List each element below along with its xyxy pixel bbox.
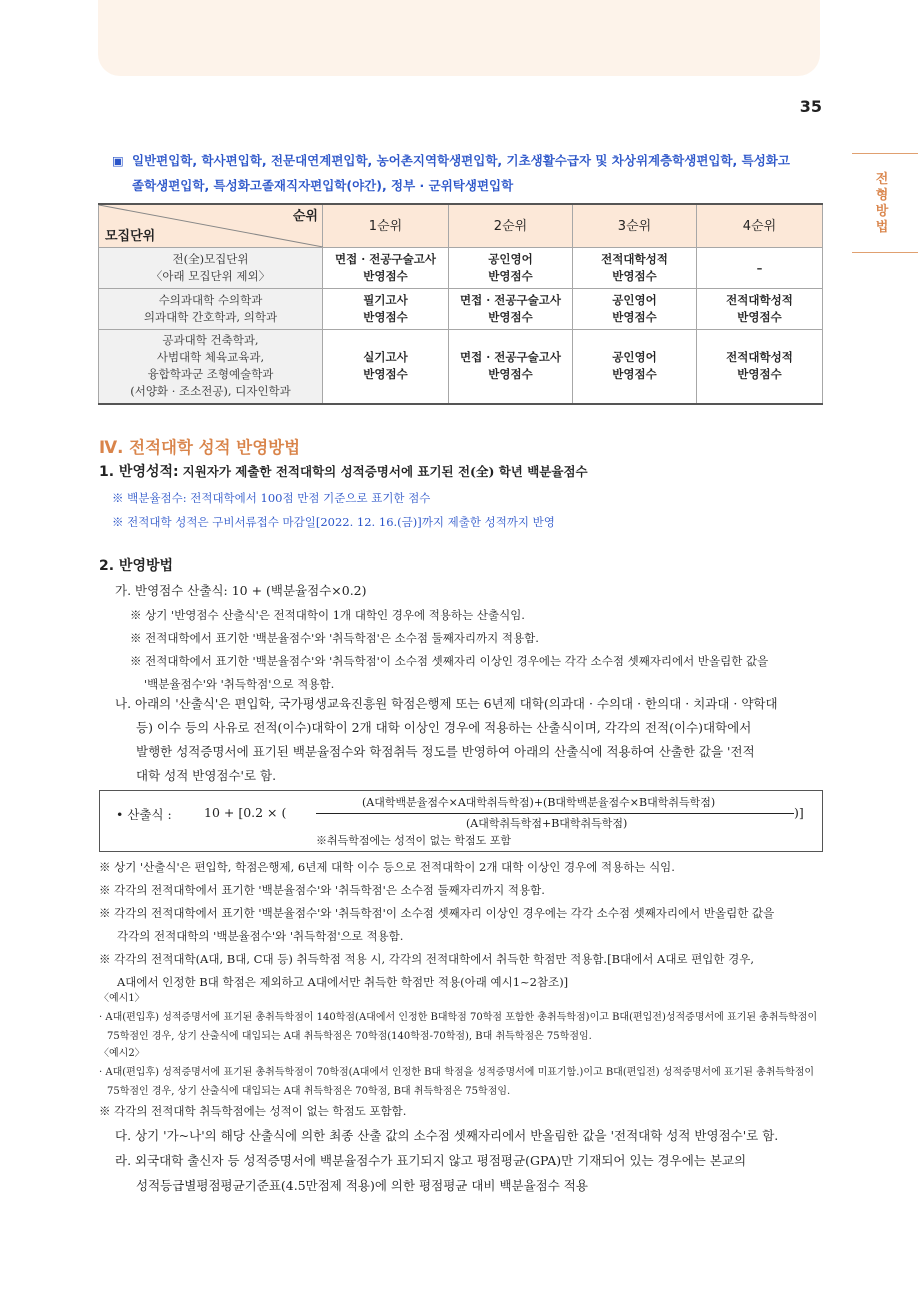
- example1: 〈예시1〉 · A대(편입후) 성적증명서에 표기된 총취득학점이 140학점(A대에서 인정한 B대학점 70학점 포함한 총취득학점)이고 B대(편입전)성적증명서에 표기된 총취득학점이 75학점인 경우, 상기 산출식에 대입되는 A대 취득학점은 70학점(140학점-70학점), B대 취득학점은 75학점임.: [99, 993, 818, 1042]
- section-title: Ⅳ. 전적대학 성적 반영방법: [99, 438, 301, 457]
- fraction-line: [316, 813, 794, 814]
- item-ga: 가. 반영점수 산출식: 10 + (백분율점수×0.2): [115, 583, 367, 598]
- table-corner-header: 순위 모집단위: [99, 204, 323, 248]
- rank-table: [98, 203, 823, 405]
- ga-notes: ※ 상기 '반영점수 산출식'은 전적대학이 1개 대학인 경우에 적용하는 산출식임. ※ 전적대학에서 표기한 '백분율점수'와 '취득학점'은 소수점 둘째자리까지 적용함. ※ 전적대학에서 표기한 '백분율점수'와 '취득학점'이 소수점 셋째자리 이상인 경우에는 각각 소수점 셋째자리에서 반올림한 값을 '백분율점수'와 '취득학점'으로 적용함.: [130, 608, 769, 691]
- transfer-types-note: ▣ 일반편입학, 학사편입학, 전문대연계편입학, 농어촌지역학생편입학, 기초생활수급자 및 차상위계층학생편입학, 특성화고 졸학생편입학, 특성화고졸재직자편입학(야간), 정부 · 군위탁생편입학: [112, 148, 824, 198]
- item1: 1. 반영성적: 지원자가 제출한 전적대학의 성적증명서에 표기된 전(全) 학년 백분율점수: [99, 464, 588, 480]
- side-section-label: 전형방법: [875, 172, 889, 235]
- formula-note: ※취득학점에는 성적이 없는 학점도 포함: [316, 834, 512, 847]
- unit-cell: 공과대학 건축학과, 사범대학 체육교육과, 융합학과군 조형예술학과 (서양화 · 조소전공), 디자인학과: [99, 330, 323, 404]
- square-bullet-icon: ▣: [112, 153, 124, 168]
- formula-denominator: (A대학취득학점+B대학취득학점): [466, 817, 628, 830]
- item-ra: 라. 외국대학 출신자 등 성적증명서에 백분율점수가 표기되지 않고 평점평균(GPA)만 기재되어 있는 경우에는 본교의 성적등급별평점평균기준표(4.5만점제 적용)에 의한 평점평균 대비 백분율점수 적용: [115, 1153, 747, 1193]
- column-header: 4순위: [697, 204, 823, 248]
- table-row: 수의과대학 수의학과 의과대학 간호학과, 의학과 필기고사 반영점수 면접 · 전공구술고사 반영점수 공인영어 반영점수 전적대학성적 반영점수: [99, 289, 823, 330]
- top-decorative-band: [98, 0, 820, 76]
- formula-suffix: )]: [794, 805, 804, 820]
- item1-notes: ※ 백분율점수: 전적대학에서 100점 만점 기준으로 표기한 점수 ※ 전적대학 성적은 구비서류접수 마감일[2022. 12. 16.(금)]까지 제출한 성적까지 반영: [112, 491, 555, 529]
- table-row: 전(全)모집단위 〈아래 모집단위 제외〉 면접 · 전공구술고사 반영점수 공인영어 반영점수 전적대학성적 반영점수 –: [99, 248, 823, 289]
- page-number: 35: [799, 97, 822, 116]
- unit-cell: 전(全)모집단위 〈아래 모집단위 제외〉: [99, 248, 323, 289]
- item2-heading: 2. 반영방법: [99, 558, 174, 574]
- example2: 〈예시2〉 · A대(편입후) 성적증명서에 표기된 총취득학점이 70학점(A대에서 인정한 B대 학점을 성적증명서에 미표기함.)이고 B대(편입전) 성적증명서에 표기된 총취득학점이 75학점인 경우, 상기 산출식에 대입되는 A대 취득학점은 70학점, B대 취득학점은 75학점임.: [99, 1048, 815, 1097]
- formula-numerator: (A대학백분율점수×A대학취득학점)+(B대학백분율점수×B대학취득학점): [362, 796, 716, 809]
- formula-label: • 산출식 :: [116, 807, 172, 822]
- formula-box: [99, 790, 823, 852]
- unit-cell: 수의과대학 수의학과 의과대학 간호학과, 의학과: [99, 289, 323, 330]
- column-header: 3순위: [573, 204, 697, 248]
- item-na: 나. 아래의 '산출식'은 편입학, 국가평생교육진흥원 학점은행제 또는 6년제 대학(의과대 · 수의대 · 한의대 · 치과대 · 약학대 등) 이수 등의 사유로 전적(이수)대학이 2개 대학 이상인 경우에 적용하는 산출식이며, 각각의 전적(이수)대학에서 발행한 성적증명서에 표기된 백분율점수와 학점취득 정도를 반영하여 아래의 산출식에 적용하여 산출한 값을 '전적 대학 성적 반영점수'로 함.: [115, 696, 778, 783]
- formula-prefix: 10 + [0.2 × (: [204, 805, 287, 820]
- item-da: 다. 상기 '가~나'의 해당 산출식에 의한 최종 산출 값의 소수점 셋째자리에서 반올림한 값을 '전적대학 성적 반영점수'로 함.: [115, 1128, 779, 1143]
- after-notes: ※ 상기 '산출식'은 편입학, 학점은행제, 6년제 대학 이수 등으로 전적대학이 2개 대학 이상인 경우에 적용하는 식임. ※ 각각의 전적대학에서 표기한 '백분율점수'와 '취득학점'은 소수점 둘째자리까지 적용함. ※ 각각의 전적대학에서 표기한 '백분율점수'와 '취득학점'이 소수점 셋째자리 이상인 경우에는 각각 소수점 셋째자리에서 반올림한 값을 각각의 전적대학의 '백분율점수'와 '취득학점'으로 적용함. ※ 각각의 전적대학(A대, B대, C대 등) 취득학점 적용 시, 각각의 전적대학에서 취득한 학점만 적용함.[B대에서 A대로 편입한 경우, A대에서 인정한 B대 학점은 제외하고 A대에서만 취득한 학점만 적용(아래 예시1~2참조)]: [99, 860, 775, 989]
- column-header: 2순위: [449, 204, 573, 248]
- last-note: ※ 각각의 전적대학 취득학점에는 성적이 없는 학점도 포함함.: [99, 1104, 407, 1118]
- column-header: 1순위: [323, 204, 449, 248]
- side-rule-bottom: [852, 252, 918, 253]
- table-row: 공과대학 건축학과, 사범대학 체육교육과, 융합학과군 조형예술학과 (서양화 · 조소전공), 디자인학과 실기고사 반영점수 면접 · 전공구술고사 반영점수 공인영어 반영점수 전적대학성적 반영점수: [99, 330, 823, 404]
- side-rule-top: [852, 153, 918, 154]
